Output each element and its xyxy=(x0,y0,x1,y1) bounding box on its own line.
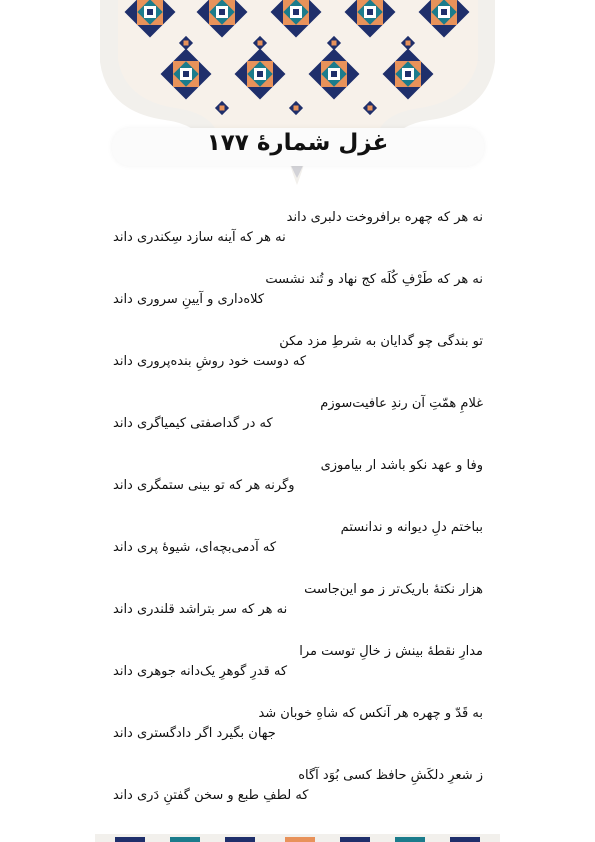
verse xyxy=(113,394,483,456)
verse-first-hemistich: غلامِ همّتِ آن رندِ عافیت‌سوزم xyxy=(320,396,483,411)
verse-first-hemistich: مدارِ نقطهٔ بینش ز خالِ توست مرا xyxy=(299,644,483,659)
verse-second-hemistich: جهان بگیرد اگر دادگستری داند xyxy=(113,726,276,741)
verse-first-hemistich: ز شعرِ دلکَشِ حافظ کسی بُوَد آگاه xyxy=(298,768,483,783)
verse-second-hemistich: که آدمی‌بچه‌ای، شیوهٔ پری داند xyxy=(113,540,277,555)
verse xyxy=(113,580,483,642)
verse-first-hemistich: هزار نکتهٔ باریک‌تر ز مو این‌جاست xyxy=(304,582,483,597)
verse-second-hemistich: نه هر که سر بتراشد قلندری داند xyxy=(113,602,288,617)
page-title: غزل شمارهٔ ۱۷۷ xyxy=(206,130,389,156)
verse-second-hemistich: که دوست خود روشِ بنده‌پروری داند xyxy=(113,354,307,369)
verse-second-hemistich: که در گداصفتی کیمیاگری داند xyxy=(113,416,273,431)
verse-second-hemistich: کلاه‌داری و آیینِ سروری داند xyxy=(113,292,265,307)
verse xyxy=(113,456,483,518)
header-ornament xyxy=(0,0,595,200)
verse xyxy=(113,332,483,394)
verse xyxy=(113,642,483,704)
verse xyxy=(113,270,483,332)
poem xyxy=(113,208,483,828)
verse-first-hemistich: به قَدّ و چهره هر آنکس که شاهِ خوبان شد xyxy=(258,706,483,721)
verse-first-hemistich: بباختم دلِ دیوانه و ندانستم xyxy=(340,520,483,535)
verse xyxy=(113,208,483,270)
verse xyxy=(113,766,483,828)
verse-second-hemistich: که لطفِ طبع و سخن گفتنِ دَری داند xyxy=(113,788,309,803)
footer-ornament xyxy=(95,834,500,842)
verse xyxy=(113,518,483,580)
verse-second-hemistich: وگرنه هر که تو بینی ستمگری داند xyxy=(113,478,295,493)
verse-first-hemistich: وفا و عهد نکو باشد ار بیاموزی xyxy=(320,458,483,473)
verse-first-hemistich: نه هر که طَرْفِ کُلَه کج نهاد و تُند نشست xyxy=(265,272,483,287)
verse-first-hemistich: تو بندگی چو گدایان به شرطِ مزد مکن xyxy=(279,334,483,349)
verse-second-hemistich: که قدرِ گوهرِ یک‌دانه جوهری داند xyxy=(113,664,288,679)
verse-second-hemistich: نه هر که آینه سازد سِکندری داند xyxy=(113,230,286,245)
verse xyxy=(113,704,483,766)
verse-first-hemistich: نه هر که چهره برافروخت دلبری داند xyxy=(286,210,483,225)
